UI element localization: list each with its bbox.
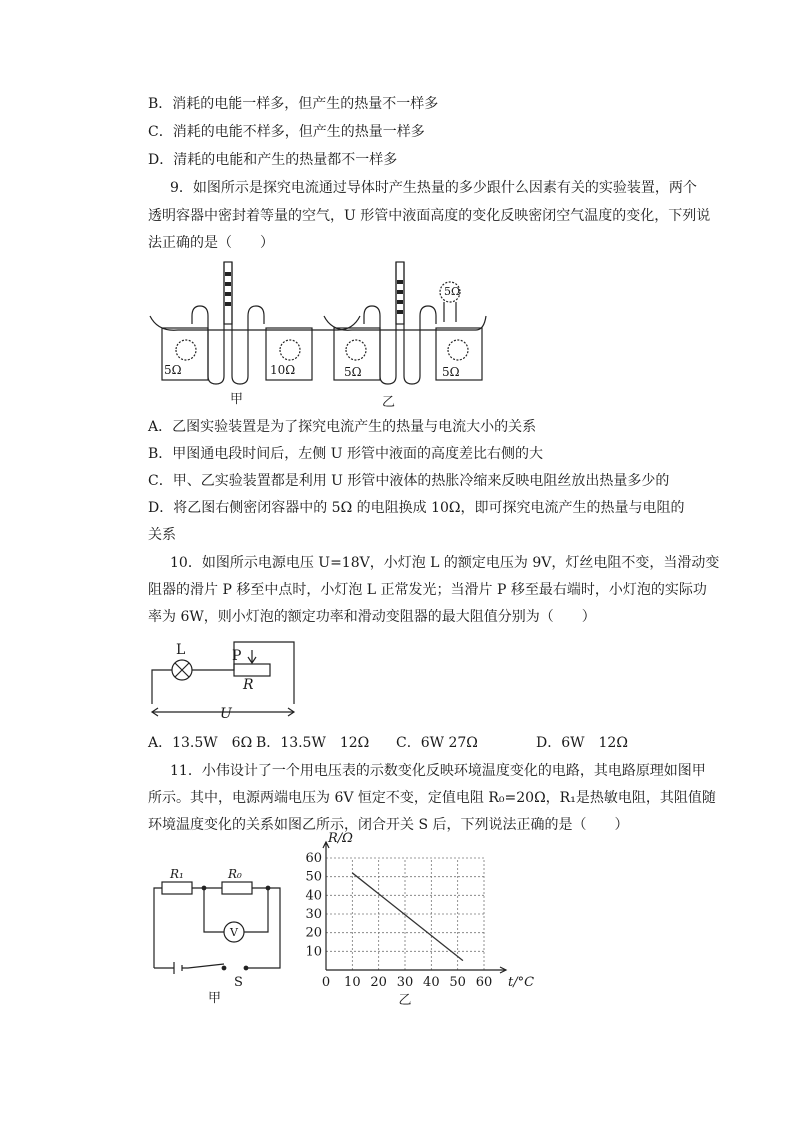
slider-label: P (232, 648, 242, 664)
q11-circuit (148, 862, 288, 1010)
jia-u-tube (192, 262, 264, 384)
q9-stem-line-3: 法正确的是（ ） (148, 235, 274, 251)
q11-chart (300, 831, 535, 1010)
q10-stem-line-2: 阻器的滑片 P 移至中点时，小灯泡 L 正常发光；当滑片 P 移至最右端时，小灯泡的实际功 (148, 582, 707, 598)
rheostat-label: R (243, 677, 254, 693)
q9-stem-line-1: 9．如图所示是探究电流通过导体时产生热量的多少跟什么因素有关的实验装置，两个 (170, 180, 697, 196)
rheostat-symbol (234, 664, 270, 676)
q10-option-d: D．6W 12Ω (536, 735, 628, 751)
q9-option-d-cont: 关系 (148, 527, 176, 543)
y-axis-label: R/Ω (328, 831, 353, 846)
jia-label: 甲 (230, 392, 244, 407)
x-tick-label: 0 (321, 975, 331, 990)
q11-stem-line-1: 11．小伟设计了一个用电压表的示数变化反映环境温度变化的电路，其电路原理如图甲 (170, 763, 706, 779)
lamp-label: L (176, 642, 186, 658)
circuit-label: 甲 (208, 991, 222, 1006)
q9-option-d: D．将乙图右侧密闭容器中的 5Ω 的电阻换成 10Ω，即可探究电流产生的热量与电阻的 (148, 500, 685, 516)
x-tick-label: 40 (423, 975, 440, 990)
jia-right-res-label: 10Ω (270, 363, 296, 377)
switch-label: S (234, 975, 243, 990)
q10-option-a: A．13.5W 6Ω (148, 735, 253, 751)
yi-right-res-label: 5Ω (442, 365, 460, 379)
q9-option-a: A．乙图实验装置是为了探究电流产生的热量与电流大小的关系 (148, 419, 537, 435)
y-tick-label: 50 (305, 869, 322, 885)
q9-option-c: C．甲、乙实验装置都是利用 U 形管中液体的热胀冷缩来反映电阻丝放出热量多少的 (148, 473, 670, 489)
x-tick-label: 60 (475, 975, 493, 990)
q8-option-c: C．消耗的电能不样多，但产生的热量一样多 (148, 124, 425, 140)
voltage-label: U (220, 706, 232, 722)
y-tick-label: 30 (305, 907, 322, 922)
x-tick-label: 30 (396, 975, 414, 990)
q10-circuit (148, 636, 308, 722)
yi-left-res-label: 5Ω (344, 365, 362, 379)
q10-stem-line-1: 10．如图所示电源电压 U=18V，小灯泡 L 的额定电压为 9V，灯丝电阻不变，当滑动变 (170, 555, 720, 571)
jia-right-coil (280, 340, 300, 360)
x-axis-label: t/°C (508, 975, 535, 990)
q10-option-b: B．13.5W 12Ω (256, 735, 370, 751)
q9-figure (148, 258, 488, 408)
q8-option-b: B．消耗的电能一样多，但产生的热量不一样多 (148, 96, 439, 112)
q10-option-c: C．6W 27Ω (396, 735, 478, 751)
q9-option-b: B．甲图通电段时间后，左侧 U 形管中液面的高度差比右侧的大 (148, 446, 543, 462)
series-line-r1 (352, 873, 463, 961)
y-tick-label: 60 (305, 851, 322, 866)
y-tick-label: 20 (305, 925, 322, 941)
y-tick-label: 10 (305, 944, 322, 960)
q9-stem-line-2: 透明容器中密封着等量的空气，U 形管中液面高度的变化反映密闭空气温度的变化，下列说 (148, 208, 711, 224)
r0-label: R₀ (228, 867, 242, 881)
x-tick-label: 50 (449, 975, 466, 990)
yi-extra-res-label: 5Ω (444, 285, 461, 298)
q10-stem-line-3: 率为 6W，则小灯泡的额定功率和滑动变阻器的最大阻值分别为（ ） (148, 609, 596, 625)
q8-option-d: D．清耗的电能和产生的热量都不一样多 (148, 152, 398, 168)
yi-right-coil (448, 340, 468, 360)
q11-stem-line-3: 环境温度变化的关系如图乙所示，闭合开关 S 后，下列说法正确的是（ ） (148, 817, 629, 833)
jia-left-res-label: 5Ω (164, 363, 182, 377)
x-tick-label: 10 (344, 975, 361, 990)
x-tick-label: 20 (370, 975, 387, 990)
yi-left-coil (346, 340, 366, 360)
r1-symbol (162, 882, 192, 894)
r0-symbol (222, 882, 252, 894)
jia-left-coil (176, 340, 196, 360)
r1-label: R₁ (170, 867, 184, 881)
voltmeter-label: V (230, 926, 238, 939)
y-tick-label: 40 (305, 888, 322, 904)
chart-caption: 乙 (398, 993, 412, 1008)
yi-label: 乙 (382, 395, 396, 410)
q11-stem-line-2: 所示。其中，电源两端电压为 6V 恒定不变，定值电阻 R₀=20Ω，R₁是热敏电阻，其阻值随 (148, 790, 716, 806)
